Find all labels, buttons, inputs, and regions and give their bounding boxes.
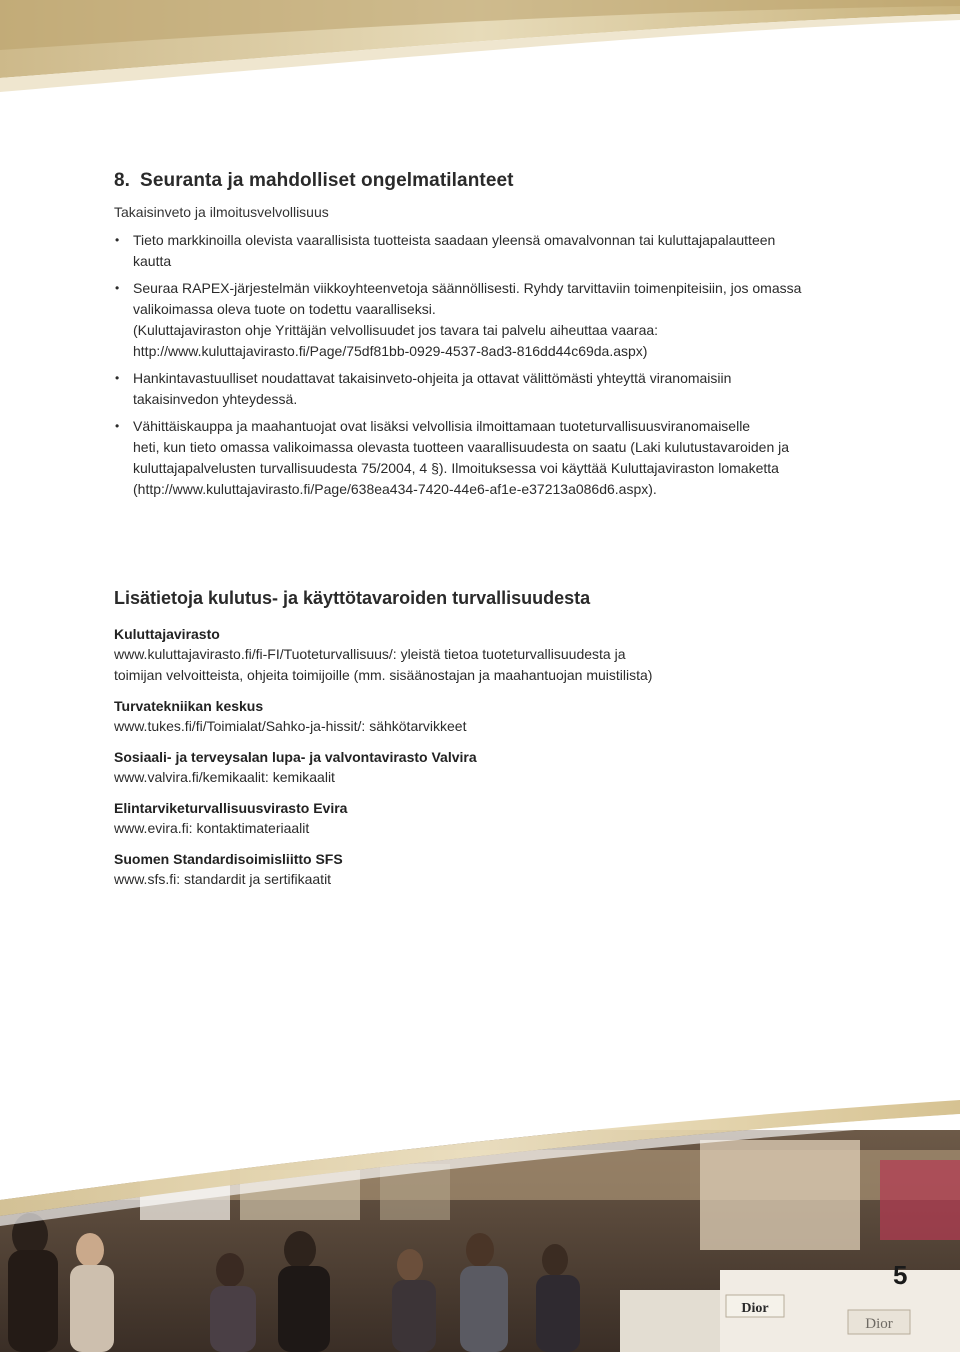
org-name: Turvatekniikan keskus bbox=[114, 698, 264, 714]
text-line: • Vähittäiskauppa ja maahantuojat ovat lisäksi velvollisia ilmoittamaan tuoteturvallisuusviranomaiselle bbox=[133, 418, 751, 434]
org-link-text[interactable]: www.evira.fi: kontaktimateriaalit bbox=[114, 820, 310, 836]
list-item bbox=[114, 230, 834, 272]
org-entry bbox=[114, 624, 834, 686]
org-name: Kuluttajavirasto bbox=[114, 626, 220, 642]
org-link-text[interactable]: www.kuluttajavirasto.fi/fi-FI/Tuoteturvallisuus/: yleistä tietoa tuoteturvallisuudesta ja bbox=[114, 646, 626, 662]
text-line: valikoimassa oleva tuote on todettu vaaralliseksi. bbox=[133, 301, 436, 317]
org-entry bbox=[114, 747, 834, 788]
section-recall bbox=[114, 170, 834, 506]
store-interior-photo bbox=[0, 1100, 960, 1352]
org-name: Sosiaali- ja terveysalan lupa- ja valvontavirasto Valvira bbox=[114, 749, 477, 765]
decorative-top-band bbox=[0, 0, 960, 110]
org-name: Elintarviketurvallisuusvirasto Evira bbox=[114, 800, 348, 816]
org-link-text[interactable]: www.valvira.fi/kemikaalit: kemikaalit bbox=[114, 769, 335, 785]
section-title: Seuranta ja mahdolliset ongelmatilanteet bbox=[140, 170, 514, 191]
org-description: toimijan velvoitteista, ohjeita toimijoille (mm. sisäänostajan ja maahantuojan muistilista) bbox=[114, 667, 653, 683]
org-entry bbox=[114, 696, 834, 737]
text-line: takaisinvedon yhteydessä. bbox=[133, 391, 298, 407]
org-name: Suomen Standardisoimisliitto SFS bbox=[114, 851, 343, 867]
dior-sign: Dior bbox=[741, 1301, 769, 1316]
list-item bbox=[114, 416, 834, 500]
list-item bbox=[114, 368, 834, 410]
org-entry bbox=[114, 849, 834, 890]
section-number: 8. bbox=[114, 170, 131, 191]
org-link-text[interactable]: www.tukes.fi/fi/Toimialat/Sahko-ja-hissit/: sähkötarvikkeet bbox=[114, 718, 467, 734]
bullet-list bbox=[114, 230, 834, 500]
organization-list bbox=[114, 624, 834, 900]
more-info-heading: Lisätietoja kulutus- ja käyttötavaroiden turvallisuudesta bbox=[114, 588, 591, 608]
text-line: (Kuluttajaviraston ohje Yrittäjän velvollisuudet jos tavara tai palvelu aiheuttaa vaaraa: bbox=[133, 322, 659, 338]
link-text[interactable]: (http://www.kuluttajavirasto.fi/Page/638ea434-7420-44e6-af1e-e37213a086d6.aspx). bbox=[133, 481, 657, 497]
org-entry bbox=[114, 798, 834, 839]
text-line: kuluttajapalvelusten turvallisuudesta 75/2004, 4 §). Ilmoituksessa voi käyttää Kuluttajaviraston lomaketta bbox=[133, 460, 779, 476]
text-line: • Hankintavastuulliset noudattavat takaisinveto-ohjeita ja ottavat välittömästi yhteyttä viranomaisiin bbox=[133, 370, 732, 386]
text-line: kautta bbox=[133, 253, 172, 269]
dior-sign: Dior bbox=[865, 1316, 893, 1332]
page-number: 5 bbox=[893, 1260, 908, 1290]
section-subtitle: Takaisinveto ja ilmoitusvelvollisuus bbox=[114, 204, 329, 220]
list-item bbox=[114, 278, 834, 362]
text-line: heti, kun tieto omassa valikoimassa olevasta tuotteen vaarallisuudesta on saatu (Laki kulutustavaroiden ja bbox=[133, 439, 790, 455]
text-line: • Tieto markkinoilla olevista vaarallisista tuotteista saadaan yleensä omavalvonnan tai kuluttajapalautteen bbox=[133, 232, 776, 248]
section-heading bbox=[114, 170, 834, 192]
link-text[interactable]: http://www.kuluttajavirasto.fi/Page/75df81bb-0929-4537-8ad3-816dd44c69da.aspx) bbox=[133, 343, 648, 359]
text-line: • Seuraa RAPEX-järjestelmän viikkoyhteenvetoja säännöllisesti. Ryhdy tarvittaviin toimenpiteisiin, jos omassa bbox=[133, 280, 802, 296]
org-link-text[interactable]: www.sfs.fi: standardit ja sertifikaatit bbox=[114, 871, 332, 887]
